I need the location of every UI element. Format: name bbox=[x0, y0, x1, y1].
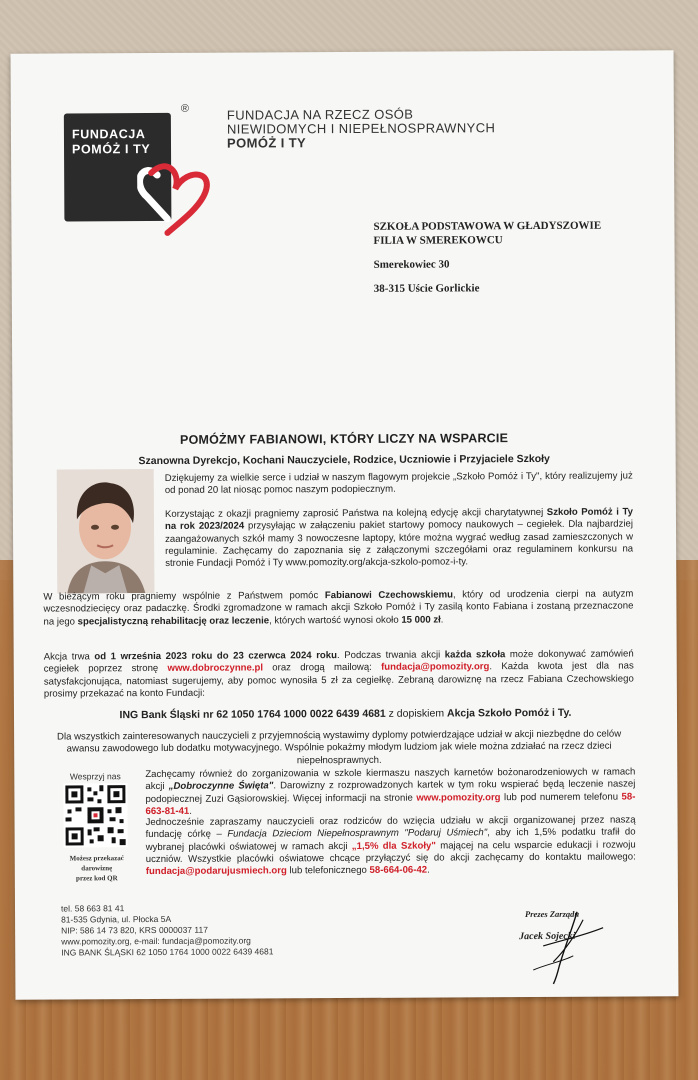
recipient-line-4: 38-315 Uście Gorlickie bbox=[373, 282, 480, 295]
link-pomozity[interactable]: www.pomozity.org bbox=[416, 791, 501, 804]
recipient-line-2: FILIA W SMEREKOWCU bbox=[373, 234, 503, 247]
qr-label-top: Wesprzyj nas bbox=[69, 771, 121, 782]
qr-label-bottom: Możesz przekazać darowiznę przez kod QR bbox=[69, 854, 124, 883]
recipient-line-3: Smerekowiec 30 bbox=[373, 258, 450, 271]
paragraph-tax: Jednocześnie zapraszamy nauczycieli oraz rodziców do wzięcia udziału w akcji organizowanej przez naszą fundację córkę – Fundacja Dzieciom Niepełnosprawnym "Podaruj Uśmiech", aby ich 1,5% podatku trafił do wybranej placówki oświatowej w ramach akcji „1,5% dla Szkoły" mającej na celu wsparcie edukacji i rozwoju uczniów. Wszystkie placówki oświatowe chcące przyłączyć się do akcji zachęcamy do kontaktu mailowego: fundacja@podarujusmiech.org lub telefonicznego 58-664-06-42. bbox=[145, 814, 636, 878]
footer-contact bbox=[61, 902, 273, 958]
footer-address: 81-535 Gdynia, ul. Płocka 5A bbox=[61, 913, 172, 925]
footer-bank: ING BANK ŚLĄSKI 62 1050 1764 1000 0022 6439 4681 bbox=[61, 946, 274, 958]
paragraph-christmas: Zachęcamy również do zorganizowania w szkole kiermaszu naszych karnetów bożonarodzeniowych w ramach akcji „Dobroczynne Święta". Darowizny z rozprowadzonych kartek w tym roku wspierać będą leczenie naszej podopiecznej Zuzi Gąsiorowskiej. Więcej informacji na stronie www.pomozity.org lub pod numerem telefonu 58-663-81-41. bbox=[145, 766, 636, 817]
email-fundacja-link[interactable]: fundacja@pomozity.org bbox=[381, 661, 490, 674]
org-name-line-3: POMÓŻ I TY bbox=[226, 135, 307, 151]
handwritten-signature bbox=[503, 906, 613, 987]
heart-icon bbox=[137, 153, 211, 237]
paragraph-fabian: W bieżącym roku pragniemy wspólnie z Państwem pomóc Fabianowi Czechowskiemu, który od urodzenia cierpi na autyzm wczesnodziecięcy oraz padaczkę. Środki zgromadzone w ramach akcji Szkoło Pomóż i Ty zasilą konto Fabiana i zostaną przeznaczone na jego specjalistyczną rehabilitację oraz leczenie, których wartość wynosi około 15 000 zł. bbox=[43, 588, 634, 628]
signature-title: Prezes Zarządu bbox=[525, 908, 580, 920]
footer-phone: tel. 58 663 81 41 bbox=[60, 903, 125, 914]
paragraph-action-dates: Akcja trwa od 1 września 2023 roku do 23 czerwca 2024 roku. Podczas trwania akcji każda szkoła może dokonywać zamówień cegiełek poprzez stronę www.dobroczynne.pl oraz drogą mailową: fundacja@pomozity.org. Każda kwota jest dla nas satysfakcjonująca, natomiast sugerujemy, aby pomoc wynosiła 5 zł za cegiełkę. Zebraną darowiznę na rzecz Fabiana Czechowskiego prosimy przekazać na konto Fundacji: bbox=[43, 648, 634, 700]
email-podaruj-link[interactable]: fundacja@podarujusmiech.org bbox=[145, 865, 287, 878]
letter-title: POMÓŻMY FABIANOWI, KTÓRY LICZY NA WSPARCIE bbox=[179, 431, 509, 447]
footer-nip: NIP: 586 14 73 820, KRS 0000037 117 bbox=[61, 924, 208, 936]
paragraph-diplomas: Dla wszystkich zainteresowanych nauczycieli z przyjemnością wystawimy dyplomy potwierdzające udział w akcji niezbędne do celów awansu zawodowego lub dodatku motywacyjnego. Wspólnie pokażmy młodym ludziom jak wiele można zdziałać na rzecz dzieci niepełnosprawnych. bbox=[56, 728, 622, 766]
child-photo bbox=[57, 469, 155, 594]
link-dobroczynne[interactable]: www.dobroczynne.pl bbox=[167, 662, 264, 675]
paragraph-thanks: Dziękujemy za wielkie serce i udział w naszym flagowym projekcie „Szkoło Pomóż i Ty", który realizujemy już od ponad 20 lat niosąc pomoc naszym podopiecznym. bbox=[164, 470, 633, 497]
letter-page bbox=[11, 50, 679, 999]
phone-link-2[interactable]: 58-664-06-42 bbox=[369, 864, 428, 877]
org-name-line-2: NIEWIDOMYCH I NIEPEŁNOSPRAWNYCH bbox=[226, 120, 496, 137]
paragraph-invitation: Korzystając z okazji pragniemy zaprosić Państwa na kolejną edycję akcji charytatywnej Szkoło Pomóż i Ty na rok 2023/2024 przysyłając w załączeniu pakiet startowy pomocy naukowych – cegiełek. Dla najbardziej zaangażowanych szkół mamy 3 nowoczesne laptopy, które można wygrać według zasad zamieszczonych w regulaminie. Zachęcamy do zapoznania się z załączonymi szczegółami oraz regulaminem konkursu na stronie Fundacji Pomóż i Ty www.pomozity.org/akcja-szkolo-pomoz-i-ty. bbox=[164, 506, 634, 570]
recipient-address bbox=[373, 219, 601, 296]
logo-line-2: POMÓŻ I TY bbox=[71, 142, 151, 157]
footer-web: www.pomozity.org, e-mail: fundacja@pomozity.org bbox=[61, 935, 251, 947]
organization-name bbox=[227, 107, 496, 150]
qr-code-icon bbox=[63, 783, 127, 847]
signature-name: Jacek Sojecki bbox=[519, 930, 576, 943]
bank-account-line: ING Bank Śląski nr 62 1050 1764 1000 0022 6439 4681 z dopiskiem Akcja Szkoło Pomóż i Ty. bbox=[119, 706, 572, 722]
recipient-line-1: SZKOŁA PODSTAWOWA W GŁADYSZOWIE bbox=[373, 219, 602, 233]
registered-mark: ® bbox=[180, 102, 189, 115]
phone-link-1[interactable]: 58-663-81-41 bbox=[145, 791, 636, 817]
logo-line-1: FUNDACJA bbox=[71, 127, 146, 142]
letter-salutation: Szanowna Dyrekcjo, Kochani Nauczyciele, Rodzice, Uczniowie i Przyjaciele Szkoły bbox=[138, 452, 550, 468]
org-name-line-1: FUNDACJA NA RZECZ OSÓB bbox=[226, 106, 414, 123]
